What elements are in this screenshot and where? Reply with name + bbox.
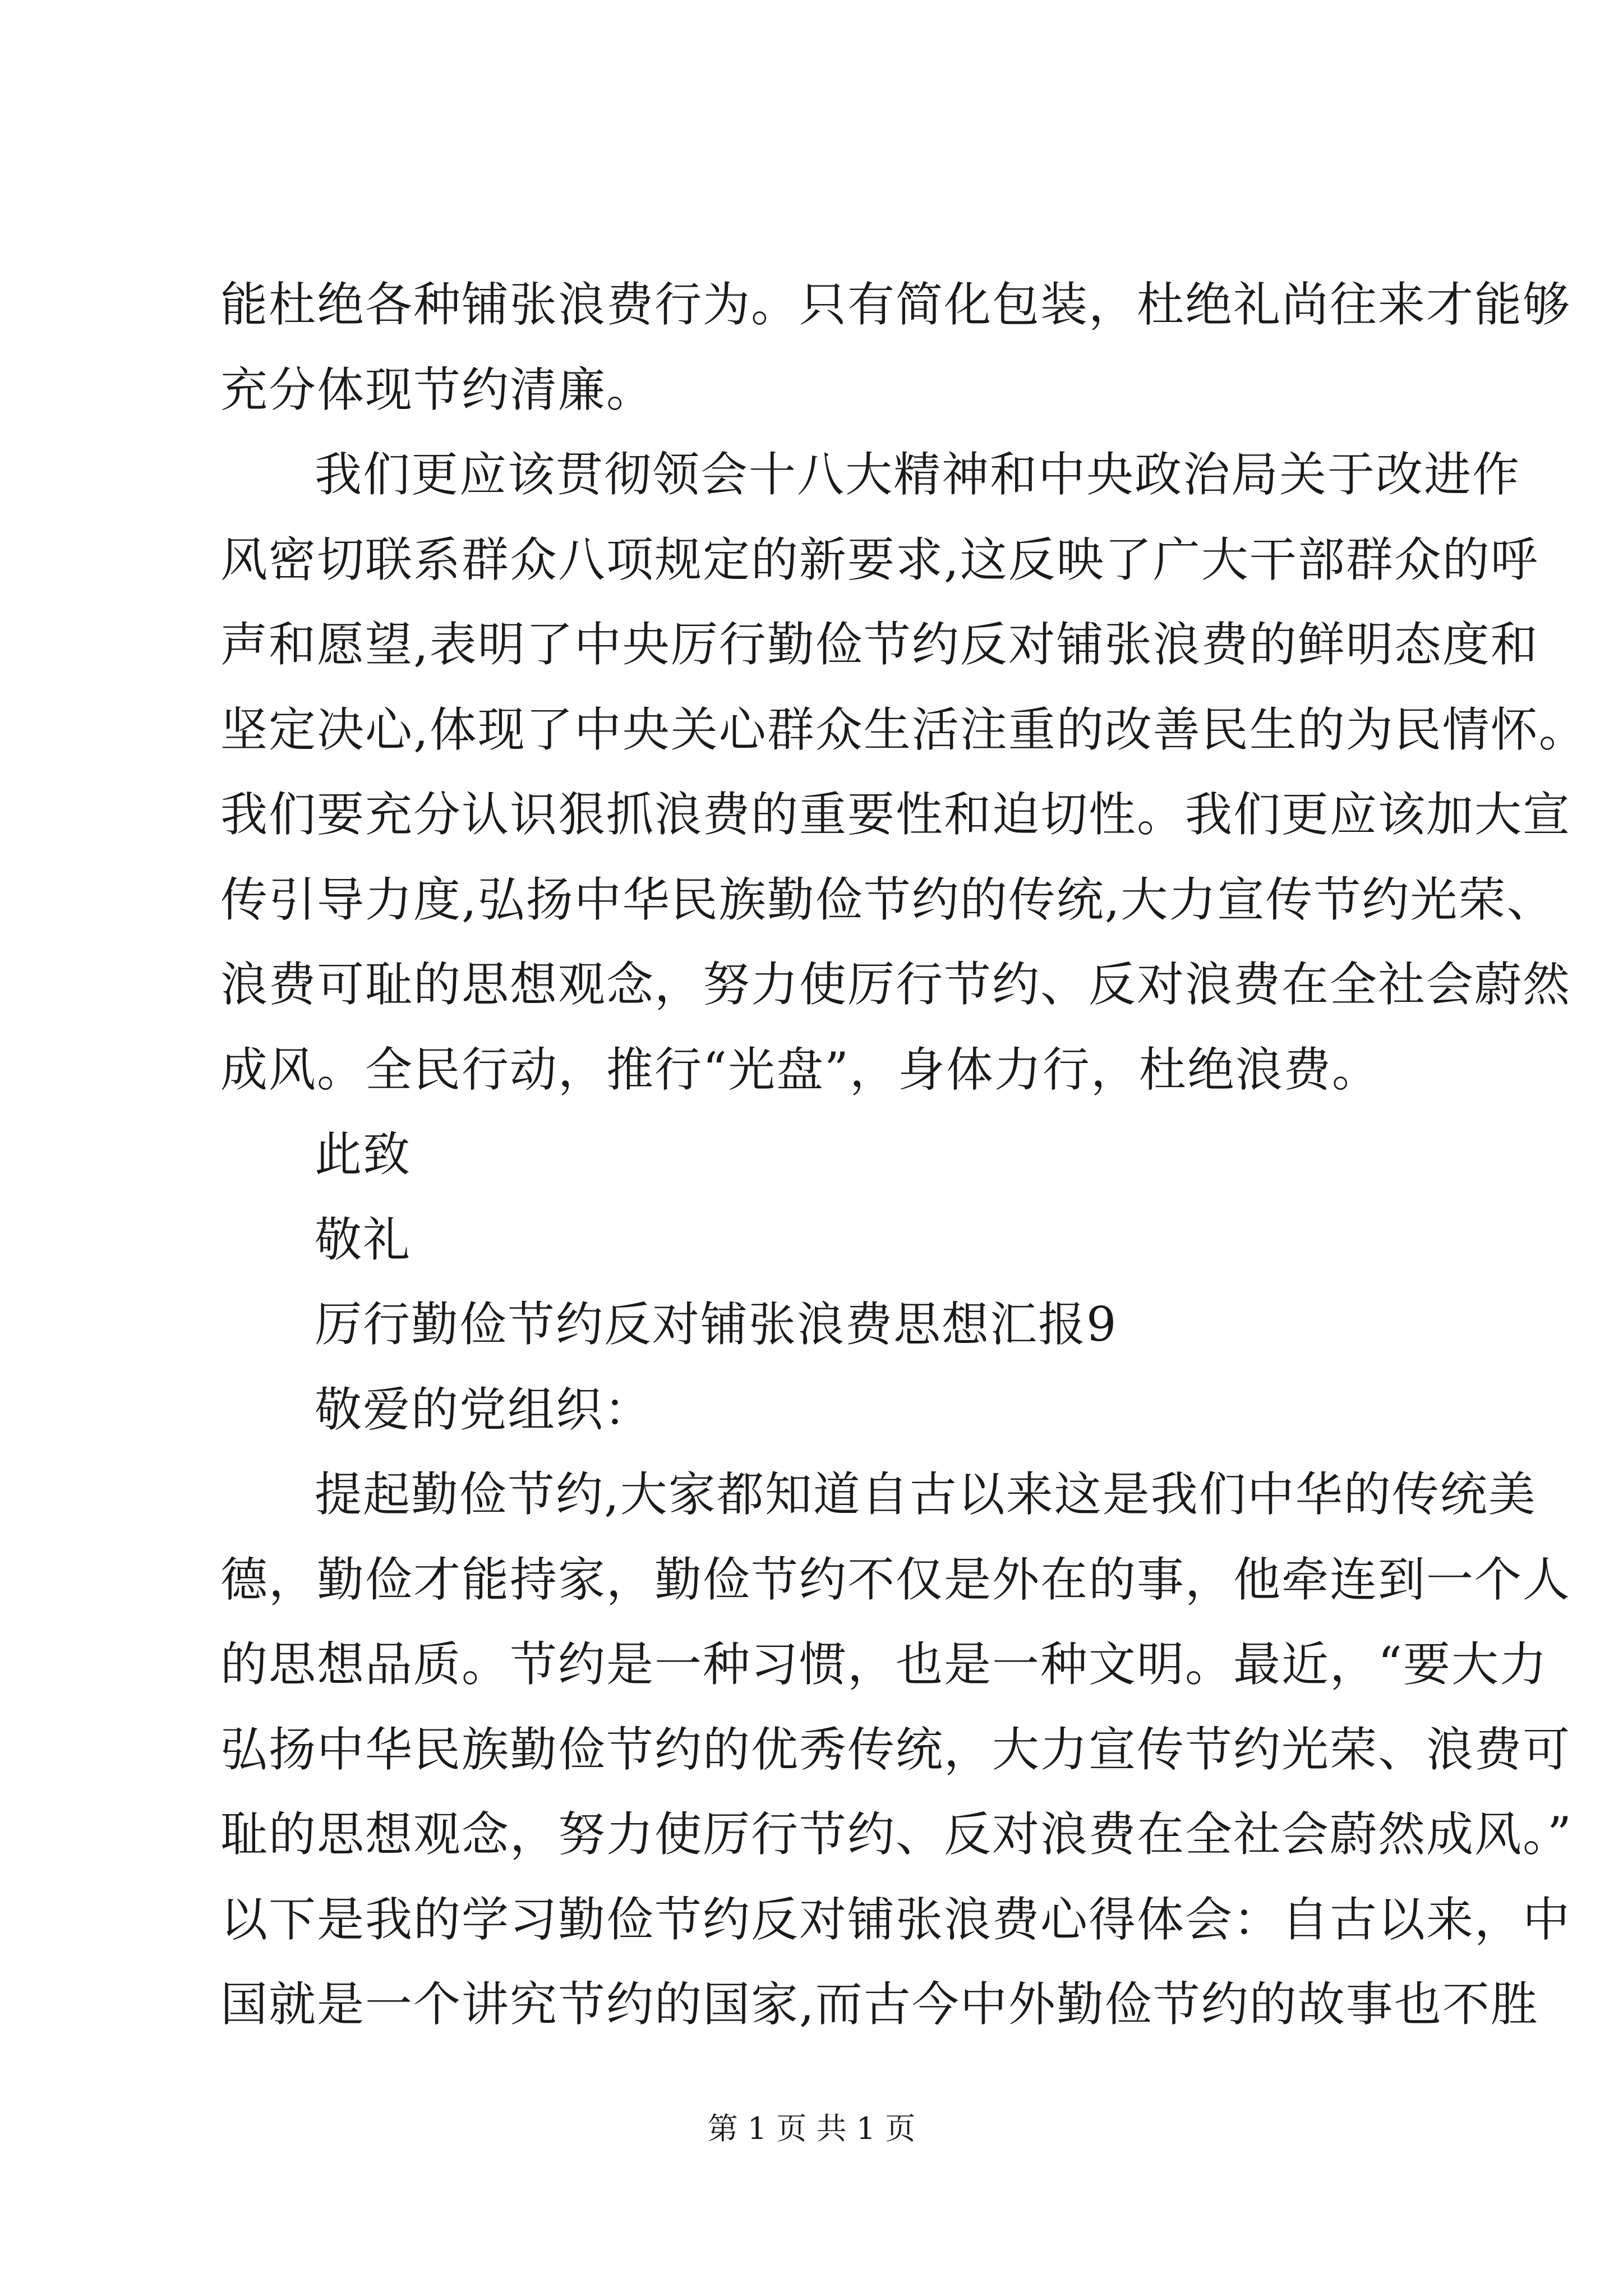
text-line: 坚定决心,体现了中央关心群众生活注重的改善民生的为民情怀。 [220,702,1587,757]
text-line: 弘扬中华民族勤俭节约的优秀传统，大力宣传节约光荣、浪费可 [220,1722,1571,1777]
closing-regards: 敬礼 [315,1212,412,1267]
greeting: 敬爱的党组织： [315,1382,653,1437]
text-line: 我们要充分认识狠抓浪费的重要性和迫切性。我们更应该加大宣 [220,787,1571,842]
text-line: 以下是我的学习勤俭节约反对铺张浪费心得体会：自古以来，中 [220,1892,1571,1947]
text-line: 浪费可耻的思想观念，努力使厉行节约、反对浪费在全社会蔚然 [220,957,1571,1012]
text-line: 德，勤俭才能持家，勤俭节约不仅是外在的事，他牵连到一个人 [220,1552,1571,1607]
text-line: 的思想品质。节约是一种习惯，也是一种文明。最近，“要大力 [220,1637,1548,1692]
text-line: 成风。全民行动，推行“光盘”，身体力行，杜绝浪费。 [220,1042,1380,1097]
document-body [220,263,1587,2047]
text-line: 国就是一个讲究节约的国家,而古今中外勤俭节约的故事也不胜 [220,1977,1539,2032]
paragraph-start-line: 提起勤俭节约,大家都知道自古以来这是我们中华的传统美 [315,1467,1537,1522]
paragraph-start-line: 我们更应该贯彻领会十八大精神和中央政治局关于改进作 [315,447,1521,502]
text-line: 传引导力度,弘扬中华民族勤俭节约的传统,大力宣传节约光荣、 [220,872,1555,927]
text-line: 耻的思想观念，努力使厉行节约、反对浪费在全社会蔚然成风。” [220,1807,1573,1862]
text-line: 充分体现节约清廉。 [220,362,655,417]
text-line: 声和愿望,表明了中央厉行勤俭节约反对铺张浪费的鲜明态度和 [220,617,1539,672]
closing-salutation: 此致 [315,1127,412,1182]
section-title: 厉行勤俭节约反对铺张浪费思想汇报9 [315,1297,1118,1352]
text-line: 风密切联系群众八项规定的新要求,这反映了广大干部群众的呼 [220,532,1539,587]
text-line: 能杜绝各种铺张浪费行为。只有简化包装，杜绝礼尚往来才能够 [220,277,1571,332]
page-number-footer: 第 1 页 共 1 页 [707,2111,916,2146]
